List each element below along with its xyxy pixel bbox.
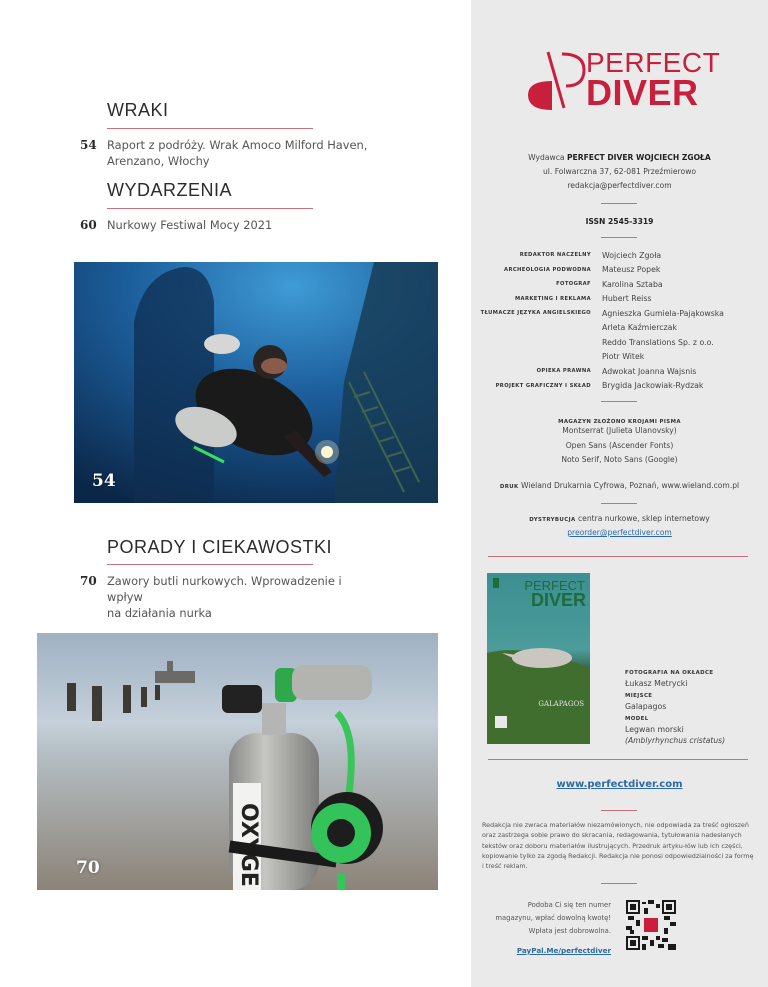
fonts-label-text: MAGAZYN ZŁOŻONO KROJAMI PISMA	[558, 419, 681, 425]
credit-row	[480, 321, 760, 336]
photo-page-number: 54	[92, 471, 116, 491]
publisher-address: ul. Folwarczna 37, 62-081 Przeźmierowo	[542, 167, 697, 176]
credit-name: Adwokat Joanna Wajsnis	[602, 366, 697, 376]
divider	[601, 883, 637, 884]
donation-line: Wpłata jest dobrowolna.	[528, 927, 611, 935]
section-divider	[107, 208, 313, 209]
credit-name: Karolina Sztaba	[602, 279, 663, 289]
credit-name: Piotr Witek	[602, 352, 645, 362]
donation-line: magazynu, wpłać dowolną kwotę!	[495, 914, 611, 922]
credit-row	[480, 248, 760, 263]
cover-logo-perfect: PERFECT	[524, 578, 585, 593]
magazine-cover-thumbnail[interactable]	[487, 573, 590, 744]
credit-role: ARCHEOLOGIA PODWODNA	[504, 266, 591, 273]
credit-row	[480, 292, 760, 307]
logo-mark-icon	[526, 48, 586, 112]
divider	[601, 810, 637, 811]
toc-entry[interactable]	[80, 217, 380, 233]
credit-role: PROJEKT GRAFICZNY I SKŁAD	[495, 382, 591, 389]
font-item: Montserrat (Julieta Ulanovsky)	[562, 426, 677, 435]
divider	[601, 401, 637, 402]
publisher-prefix: Wydawca	[528, 153, 565, 162]
credit-name: Agnieszka Gumiela-Pająkowska	[602, 308, 724, 318]
qr-code[interactable]	[626, 900, 676, 950]
page-number: 70	[80, 574, 97, 588]
cover-place-label: MIEJSCE	[625, 693, 653, 699]
photo-wreck-diver[interactable]	[74, 262, 438, 503]
credit-role: REDAKTOR NACZELNY	[519, 252, 591, 259]
print-label: DRUK	[499, 484, 519, 490]
qr-code-icon	[626, 900, 676, 950]
divider	[601, 503, 637, 504]
credit-name: Brygida Jackowiak-Rydzak	[602, 381, 704, 391]
entry-title-line: na działania nurka	[107, 606, 212, 620]
toc-entry[interactable]	[80, 137, 380, 169]
print-text: Wieland Drukarnia Cyfrowa, Poznań, www.wieland.com.pl	[521, 481, 740, 490]
cover-photo-label: FOTOGRAFIA NA OKŁADCE	[625, 670, 714, 676]
donation-text	[480, 899, 611, 957]
wreck-diver-image	[74, 262, 438, 503]
print-line	[471, 479, 768, 494]
credit-row	[480, 350, 760, 365]
logo-text-diver: DIVER	[586, 72, 699, 113]
credit-name: Mateusz Popek	[602, 265, 661, 275]
credit-name: Wojciech Zgoła	[602, 250, 662, 260]
cover-place-value: Galapagos	[625, 702, 667, 711]
photo-oxygen-tank[interactable]	[37, 633, 438, 890]
credit-name: Reddo Translations Sp. z o.o.	[602, 337, 714, 347]
photo-page-number: 70	[76, 858, 100, 878]
cover-model-label: MODEL	[625, 716, 649, 722]
divider	[601, 237, 637, 238]
divider	[601, 203, 637, 204]
section-divider	[107, 564, 313, 565]
cover-credits	[625, 669, 765, 746]
credit-row	[480, 335, 760, 350]
publisher-line	[471, 151, 768, 165]
publisher-name: PERFECT DIVER WOJCIECH ZGOŁA	[566, 153, 711, 162]
font-item: Open Sans (Ascender Fonts)	[565, 440, 674, 450]
perfect-diver-logo	[526, 48, 726, 113]
credit-row	[480, 364, 760, 379]
cover-logo-diver: DIVER	[530, 590, 586, 610]
distribution-label: DYSTRYBUCJA	[529, 517, 576, 523]
cover-model-latin: (Amblyrhynchus cristatus)	[625, 736, 726, 745]
entry-title: Nurkowy Festiwal Mocy 2021	[107, 218, 273, 232]
credit-row	[480, 306, 760, 321]
entry-title-line: Raport z podróży. Wrak Amoco Milford Haven,	[107, 138, 368, 152]
credit-name: Arleta Kaźmierczak	[602, 323, 677, 333]
preorder-email-link[interactable]: preorder@perfectdiver.com	[567, 528, 672, 537]
distribution-line	[471, 512, 768, 527]
entry-title-line: Zawory butli nurkowych. Wprowadzenie i wpływ	[107, 574, 342, 604]
cover-photo-value: Łukasz Metrycki	[625, 679, 688, 688]
credit-name: Hubert Reiss	[602, 294, 652, 304]
donation-line: Podoba Ci się ten numer	[527, 901, 611, 909]
oxygen-tank-image	[37, 633, 438, 890]
toc-entry[interactable]	[80, 573, 380, 621]
page-number: 60	[80, 218, 97, 232]
credit-role: FOTOGRAF	[556, 281, 591, 288]
credit-row	[480, 263, 760, 278]
entry-title	[107, 573, 380, 621]
disclaimer-text: Redakcja nie zwraca materiałów niezamówionych, nie odpowiada za treść ogłoszeń oraz zastrzega sobie prawo do skracania, redagowania, tytułowania nadesłanych tekstów oraz doboru materiałów ilustrujących. Przedruk artyku-łów lub ich części, kopiowanie tylko za zgodą Redakcji. Redakcja nie ponosi odpowiedzialności za formę i treść reklam.	[482, 821, 754, 871]
section-title: WRAKI	[107, 100, 169, 120]
credit-role: MARKETING I REKLAMA	[515, 295, 591, 302]
font-item: Noto Serif, Noto Sans (Google)	[561, 455, 678, 464]
section-divider	[488, 759, 748, 760]
cover-model-value: Legwan morski	[625, 725, 684, 734]
preorder-email-wrap	[471, 526, 768, 540]
distribution-text: centra nurkowe, sklep internetowy	[577, 514, 710, 523]
section-divider	[488, 556, 748, 557]
entry-title	[107, 137, 367, 169]
website-link[interactable]: www.perfectdiver.com	[556, 779, 683, 790]
credit-row	[480, 379, 760, 394]
section-title: WYDARZENIA	[107, 180, 233, 200]
page-number: 54	[80, 138, 97, 152]
section-title: PORADY I CIEKAWOSTKI	[107, 537, 333, 557]
website-wrap	[471, 778, 768, 792]
paypal-link[interactable]: PayPal.Me/perfectdiver	[516, 946, 611, 955]
cover-headline: GALAPAGOS	[538, 700, 584, 708]
issn: ISSN 2545-3319	[585, 217, 654, 226]
credit-row	[480, 277, 760, 292]
publisher-email[interactable]: redakcja@perfectdiver.com	[567, 181, 672, 190]
section-divider	[107, 128, 313, 129]
logo-text-perfect: PERFECT	[586, 47, 721, 78]
credit-role: TŁUMACZE JĘZYKA ANGIELSKIEGO	[480, 310, 591, 317]
credit-role: OPIEKA PRAWNA	[536, 368, 591, 375]
entry-title-line: Arenzano, Włochy	[107, 154, 210, 168]
